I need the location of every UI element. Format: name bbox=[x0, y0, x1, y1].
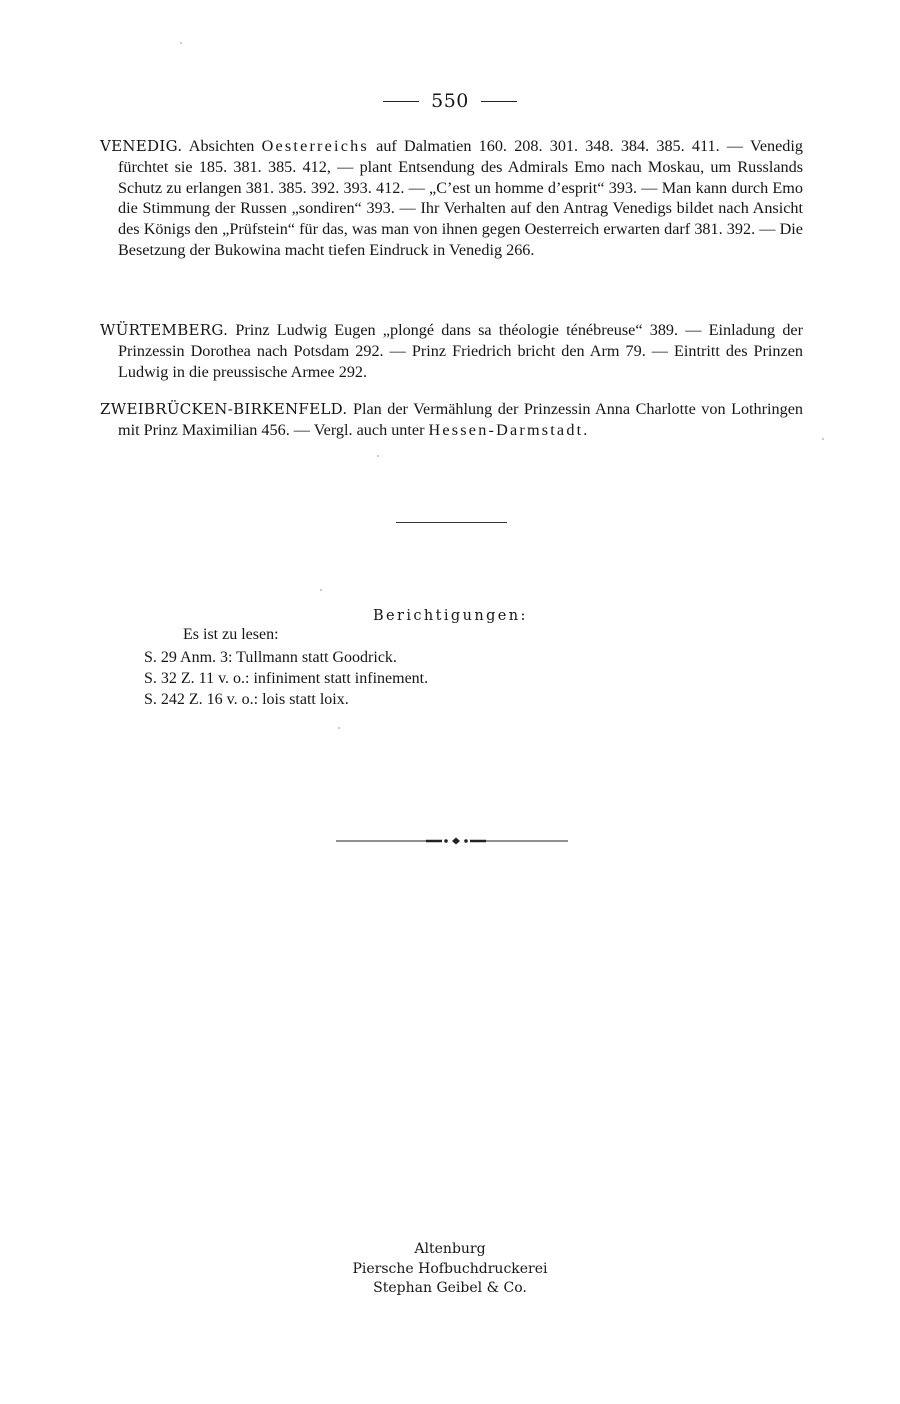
entry-spaced-text: Oesterreichs bbox=[261, 137, 369, 155]
entry-spaced-text: Hessen-Darmstadt. bbox=[428, 420, 590, 439]
entry-heading: WÜRTEMBERG. bbox=[100, 321, 229, 339]
header-dash-left bbox=[383, 101, 419, 102]
entry-text: Plan der Vermählung der Prinzessin Anna Charlotte von Lothringen mit Prinz Maximilian 456. — Vergl. auch unter bbox=[118, 400, 803, 439]
imprint-city: Altenburg bbox=[414, 1241, 486, 1257]
paper-speck bbox=[377, 455, 379, 457]
page-number: 550 bbox=[431, 90, 469, 112]
entry-heading: VENEDIG. bbox=[100, 137, 183, 155]
correction-item: S. 32 Z. 11 v. o.: infiniment statt infinement. bbox=[144, 670, 429, 687]
entry-heading: ZWEIBRÜCKEN-BIRKENFELD. bbox=[100, 400, 348, 418]
paper-speck bbox=[180, 42, 182, 44]
entry-text: Prinz Ludwig Eugen „plongé dans sa théologie ténébreuse“ 389. — Einladung der Prinzessin Dorothea nach Potsdam 292. — Prinz Friedrich bricht den Arm 79. — Eintritt des Prinzen Ludwig in die preussische Armee 292. bbox=[118, 321, 803, 381]
imprint-firm: Stephan Geibel & Co. bbox=[373, 1280, 527, 1296]
ornamental-rule bbox=[336, 834, 568, 848]
index-entry-venedig bbox=[100, 136, 803, 261]
printer-imprint bbox=[0, 1240, 900, 1299]
paper-speck bbox=[822, 438, 824, 440]
entry-text: auf Dalmatien 160. 208. 301. 348. 384. 385. 411. — Venedig fürchtet sie 185. 381. 385. 412, — plant Entsendung des Admirals Emo nach Moskau, um Russlands Schutz zu erlangen 381. 385. 392. 393. 412. — „C’est un homme d’esprit“ 393. — Man kann durch Emo die Stimmung der Russen „sondiren“ 393. — Ihr Verhalten auf den Antrag Venedigs bildet nach Ansicht des Königs den „Prüfstein“ für das, was man von ihnen gegen Oesterreich erwarten darf 381. 392. — Die Besetzung der Bukowina macht tiefen Eindruck in Venedig 266. bbox=[118, 137, 803, 259]
paper-speck bbox=[338, 727, 340, 729]
corrections-title: Berichtigungen: bbox=[373, 608, 528, 624]
imprint-printer: Piersche Hofbuchdruckerei bbox=[352, 1260, 548, 1277]
paper-speck bbox=[320, 589, 322, 591]
correction-item: S. 29 Anm. 3: Tullmann statt Goodrick. bbox=[144, 649, 397, 666]
header-dash-right bbox=[481, 101, 517, 102]
index-entry-wurtemberg bbox=[100, 320, 803, 382]
section-divider bbox=[396, 522, 507, 523]
entry-text: Absichten bbox=[182, 137, 262, 155]
page-header bbox=[0, 90, 900, 112]
corrections-list bbox=[144, 647, 428, 710]
correction-item: S. 242 Z. 16 v. o.: lois statt loix. bbox=[144, 691, 349, 708]
index-entry-zweibruecken bbox=[100, 399, 803, 441]
corrections-intro: Es ist zu lesen: bbox=[183, 626, 279, 643]
